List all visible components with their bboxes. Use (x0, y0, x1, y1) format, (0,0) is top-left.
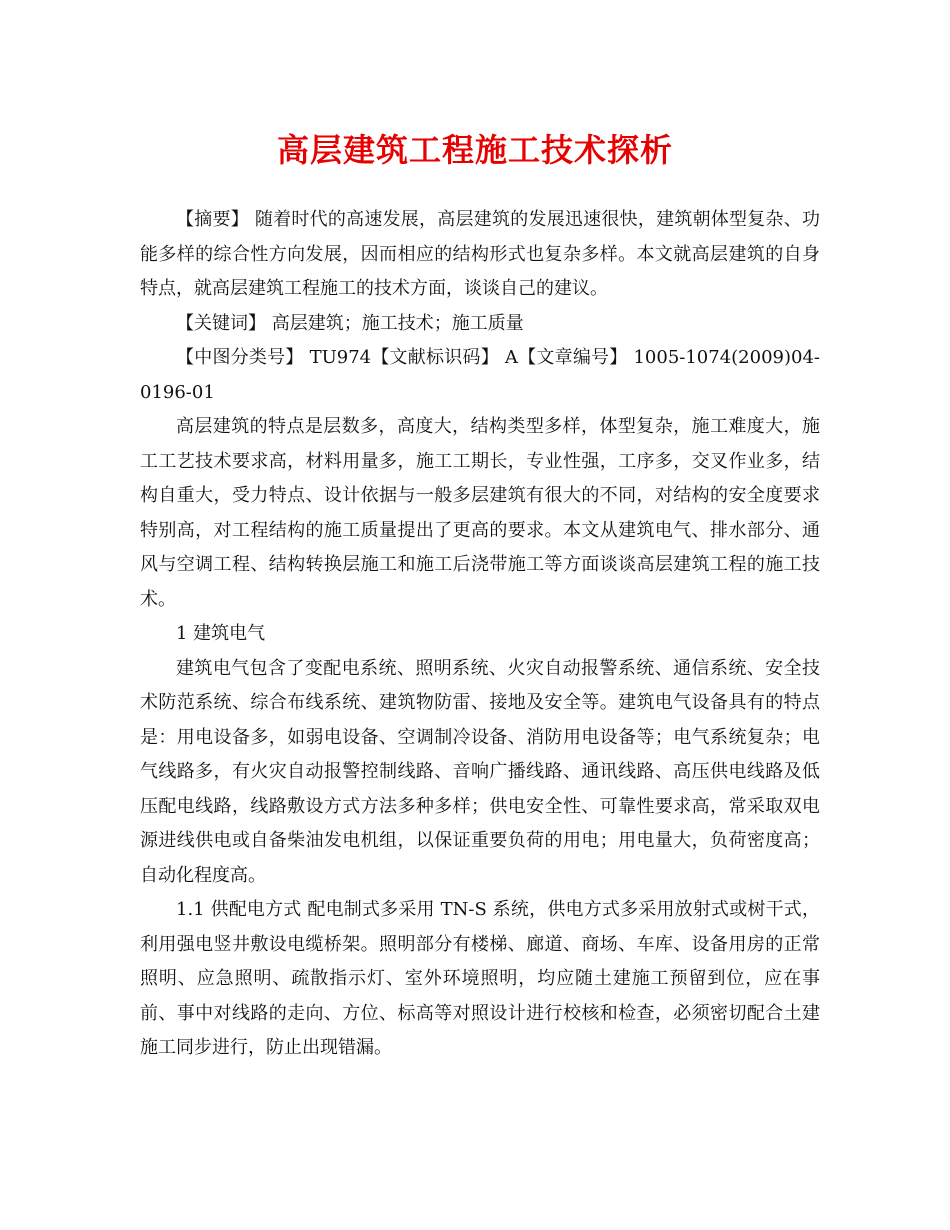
classification-paragraph: 【中图分类号】 TU974【文献标识码】 A【文章编号】 1005-1074(2009)04-0196-01 (140, 347, 820, 403)
section-1-body: 建筑电气包含了变配电系统、照明系统、火灾自动报警系统、通信系统、安全技术防范系统、综合布线系统、建筑物防雷、接地及安全等。建筑电气设备具有的特点是：用电设备多，如弱电设备、空调制冷设备、消防用电设备等；电气系统复杂；电气线路多，有火灾自动报警控制线路、音响广播线路、通讯线路、高压供电线路及低压配电线路，线路敷设方式方法多种多样；供电安全性、可靠性要求高，常采取双电源进线供电或自备柴油发电机组，以保证重要负荷的用电；用电量大，负荷密度高；自动化程度高。 (140, 657, 820, 886)
section-1-1-paragraph: 1.1 供配电方式 配电制式多采用 TN-S 系统，供电方式多采用放射式或树干式，利用强电竖井敷设电缆桥架。照明部分有楼梯、廊道、商场、车库、设备用房的正常照明、应急照明、疏散指示灯、室外环境照明，均应随土建施工预留到位，应在事前、事中对线路的走向、方位、标高等对照设计进行校核和检查，必须密切配合土建施工同步进行，防止出现错漏。 (140, 899, 820, 1058)
document-title: 高层建筑工程施工技术探析 (276, 131, 673, 169)
document-body (140, 203, 820, 1066)
keywords-paragraph: 【关键词】 高层建筑；施工技术；施工质量 (176, 312, 524, 334)
abstract-paragraph: 【摘要】 随着时代的高速发展，高层建筑的发展迅速很快，建筑朝体型复杂、功能多样的综合性方向发展，因而相应的结构形式也复杂多样。本文就高层建筑的自身特点，就高层建筑工程施工的技术方面，谈谈自己的建议。 (140, 209, 820, 299)
intro-paragraph: 高层建筑的特点是层数多，高度大，结构类型多样，体型复杂，施工难度大，施工工艺技术要求高，材料用量多，施工工期长，专业性强，工序多，交叉作业多，结构自重大，受力特点、设计依据与一般多层建筑有很大的不同，对结构的安全度要求特别高，对工程结构的施工质量提出了更高的要求。本文从建筑电气、排水部分、通风与空调工程、结构转换层施工和施工后浇带施工等方面谈谈高层建筑工程的施工技术。 (140, 416, 820, 610)
section-1-heading: 1 建筑电气 (176, 623, 266, 644)
